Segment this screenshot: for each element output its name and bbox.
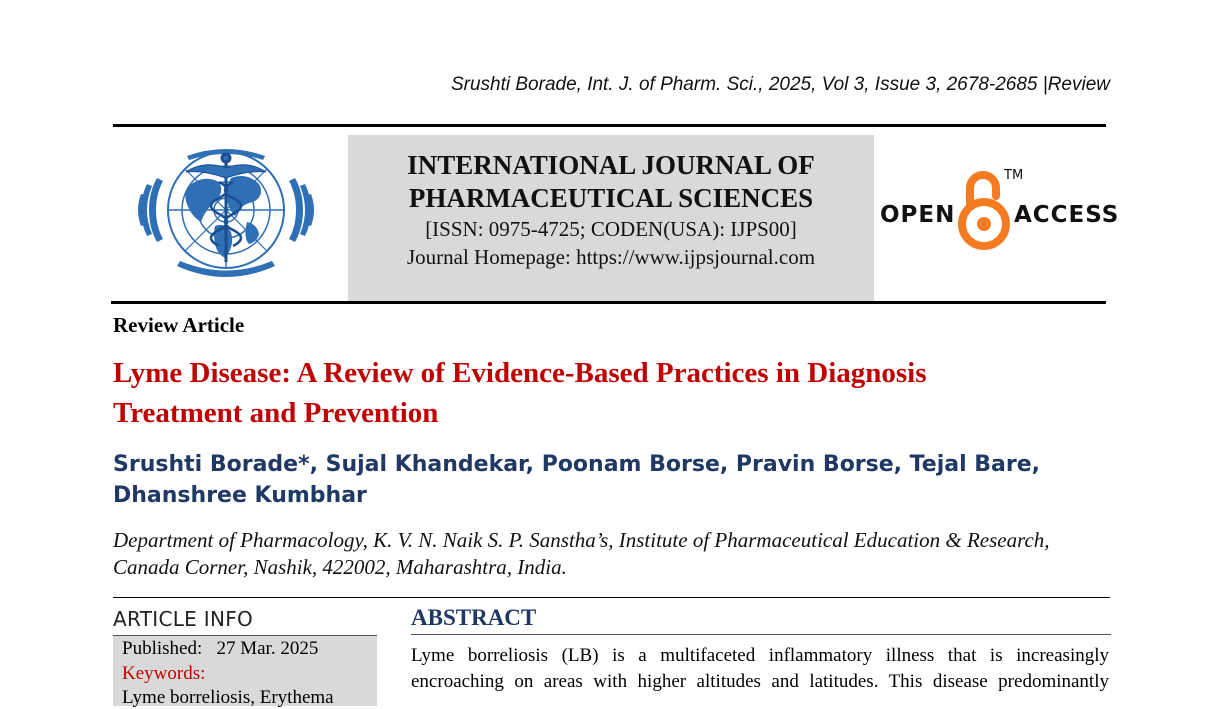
journal-title-line2: PHARMACEUTICAL SCIENCES (408, 183, 814, 213)
open-access-open-label: OPEN (880, 202, 956, 228)
journal-masthead (348, 135, 874, 301)
header-rule-bottom (111, 301, 1106, 304)
abstract-heading: ABSTRACT (411, 605, 537, 630)
author-list-line2: Dhanshree Kumbhar (113, 483, 367, 508)
keywords-label: Keywords: (122, 663, 206, 684)
abstract-line1: Lyme borreliosis (LB) is a multifaceted inflammatory illness that is increasingly (411, 645, 1109, 666)
section-divider (113, 597, 1110, 598)
keywords-value: Lyme borreliosis, Erythema (122, 687, 334, 708)
author-list (113, 449, 1113, 511)
published-label: Published: (122, 638, 203, 659)
open-access-trademark: TM (1004, 168, 1024, 183)
abstract-line2: encroaching on areas with higher altitudes and latitudes. This disease predominantly (411, 671, 1109, 692)
author-list-line1: Srushti Borade*, Sujal Khandekar, Poonam Borse, Pravin Borse, Tejal Bare, (113, 452, 1041, 477)
journal-issn: [ISSN: 0975-4725; CODEN(USA): IJPS00] (425, 217, 797, 241)
affiliation (113, 527, 1113, 581)
journal-title-line1: INTERNATIONAL JOURNAL OF (407, 150, 815, 180)
abstract-text (411, 643, 1109, 695)
header-rule-top (113, 124, 1106, 127)
published-row (122, 638, 318, 660)
article-type: Review Article (113, 313, 245, 337)
paper-title (113, 353, 1113, 433)
published-date: 27 Mar. 2025 (216, 638, 319, 659)
journal-logo-icon (127, 138, 325, 284)
affiliation-line2: Canada Corner, Nashik, 422002, Maharashtra, India. (113, 555, 567, 579)
abstract-rule (411, 634, 1111, 635)
journal-homepage: Journal Homepage: https://www.ijpsjournal.com (406, 245, 816, 269)
open-access-badge (880, 166, 1120, 254)
article-info-panel (113, 635, 377, 706)
running-header-citation: Srushti Borade, Int. J. of Pharm. Sci., 2025, Vol 3, Issue 3, 2678-2685 |Review (450, 74, 1110, 95)
open-access-access-label: ACCESS (1014, 202, 1120, 228)
paper-title-line2: Treatment and Prevention (113, 397, 439, 429)
article-info-heading: ARTICLE INFO (113, 607, 254, 631)
paper-title-line1: Lyme Disease: A Review of Evidence-Based Practices in Diagnosis (113, 357, 927, 389)
affiliation-line1: Department of Pharmacology, K. V. N. Naik S. P. Sanstha’s, Institute of Pharmaceutical Education & Research, (113, 528, 1050, 552)
